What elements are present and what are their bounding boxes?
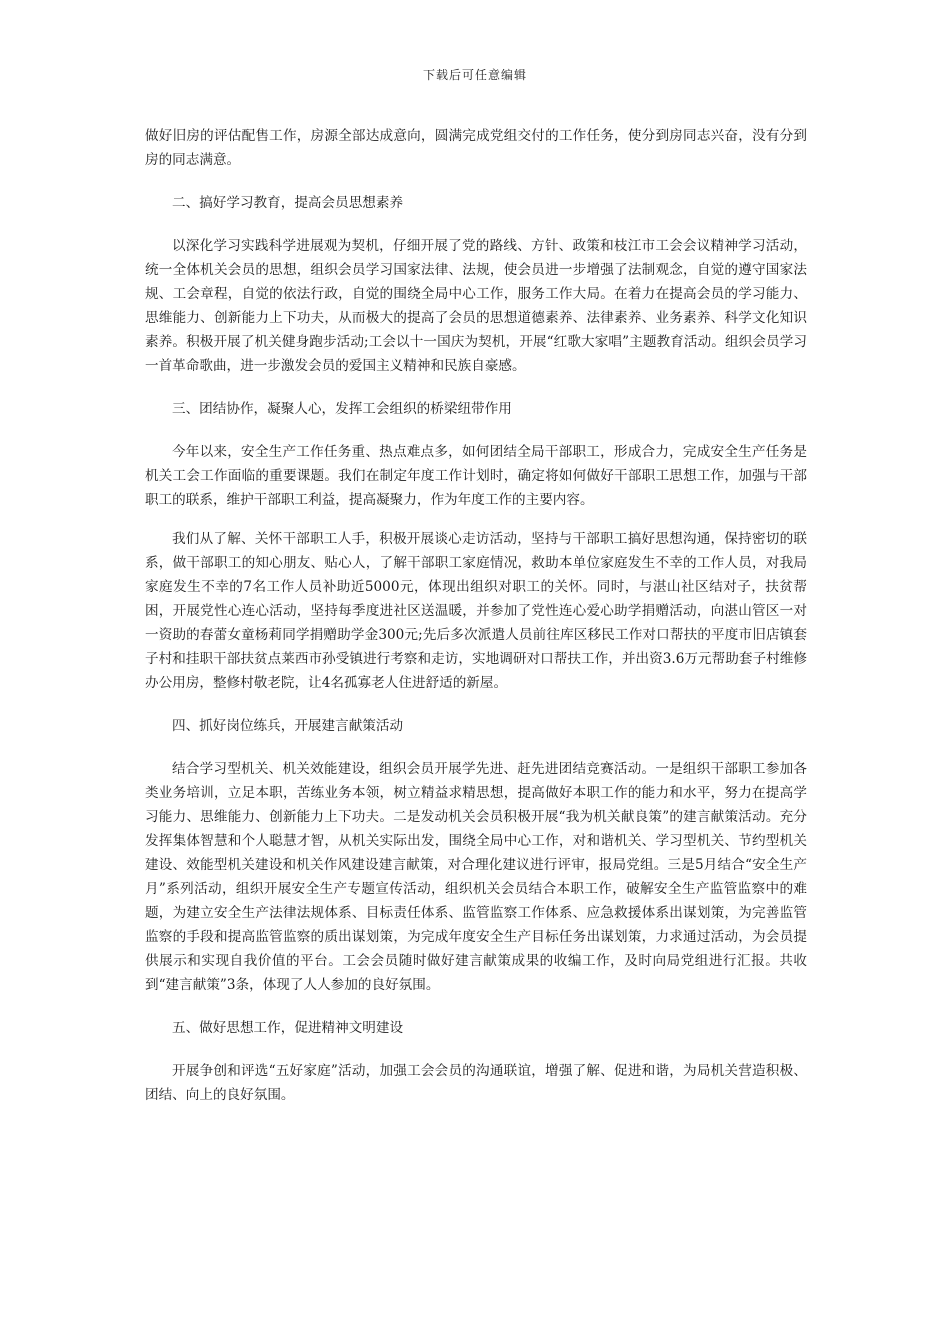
paragraph: 做好旧房的评估配售工作，房源全部达成意向，圆满完成党组交付的工作任务，使分到房同志兴奋，没有分到房的同志满意。	[145, 128, 807, 168]
section-heading: 三、团结协作，凝聚人心，发挥工会组织的桥梁纽带作用	[172, 401, 512, 417]
paragraph: 以深化学习实践科学进展观为契机，仔细开展了党的路线、方针、政策和枝江市工会会议精神学习活动，统一全体机关会员的思想，组织会员学习国家法律、法规，使会员进一步增强了法制观念，自觉的遵守国家法规、工会章程，自觉的依法行政，自觉的围绕全局中心工作，服务工作大局。在着力在提高会员的学习能力、思维能力、创新能力上下功夫，从而极大的提高了会员的思想道德素养、法律素养、业务素养、科学文化知识素养。积极开展了机关健身跑步活动;工会以十一国庆为契机，开展“红歌大家唱”主题教育活动。组织会员学习一首革命歌曲，进一步激发会员的爱国主义精神和民族自豪感。	[145, 238, 807, 374]
section-heading: 五、做好思想工作，促进精神文明建设	[172, 1020, 404, 1036]
paragraph: 我们从了解、关怀干部职工人手，积极开展谈心走访活动，坚持与干部职工搞好思想沟通，保持密切的联系，做干部职工的知心朋友、贴心人，了解干部职工家庭情况，救助本单位家庭发生不幸的工作人员，对我局家庭发生不幸的7名工作人员补助近5000元，体现出组织对职工的关怀。同时，与湛山社区结对子，扶贫帮困，开展党性心连心活动，坚持每季度进社区送温暖，并参加了党性连心爱心助学捐赠活动，向湛山管区一对一资助的春蕾女童杨莉同学捐赠助学金300元;先后多次派遣人员前往库区移民工作对口帮扶的平度市旧店镇套子村和挂职干部扶贫点莱西市孙受镇进行考察和走访，实地调研对口帮扶工作，并出资3.6万元帮助套子村维修办公用房，整修村敬老院，让4名孤寡老人住进舒适的新屋。	[145, 531, 807, 691]
document-body	[145, 124, 807, 1107]
section-heading: 二、搞好学习教育，提高会员思想素养	[172, 195, 404, 211]
header-note: 下载后可任意编辑	[422, 68, 527, 82]
paragraph: 结合学习型机关、机关效能建设，组织会员开展学先进、赶先进团结竞赛活动。一是组织干部职工参加各类业务培训，立足本职，苦练业务本领，树立精益求精思想，提高做好本职工作的能力和水平，努力在提高学习能力、思维能力、创新能力上下功夫。二是发动机关会员积极开展“我为机关献良策”的建言献策活动。充分发挥集体智慧和个人聪慧才智，从机关实际出发，围绕全局中心工作，对和谐机关、学习型机关、节约型机关建设、效能型机关建设和机关作风建设建言献策，对合理化建议进行评审，报局党组。三是5月结合“安全生产月”系列活动，组织开展安全生产专题宣传活动，组织机关会员结合本职工作，破解安全生产监管监察中的难题，为建立安全生产法律法规体系、目标责任体系、监管监察工作体系、应急救援体系出谋划策，为完善监管监察的手段和提高监管监察的质出谋划策，为完成年度安全生产目标任务出谋划策，力求通过活动，为会员提供展示和实现自我价值的平台。工会会员随时做好建言献策成果的收编工作，及时向局党组进行汇报。共收到“建言献策”3条，体现了人人参加的良好氛围。	[145, 761, 807, 993]
paragraph: 今年以来，安全生产工作任务重、热点难点多，如何团结全局干部职工，形成合力，完成安全生产任务是机关工会工作面临的重要课题。我们在制定年度工作计划时，确定将如何做好干部职工思想工作，加强与干部职工的联系，维护干部职工利益，提高凝聚力，作为年度工作的主要内容。	[145, 444, 807, 508]
section-heading: 四、抓好岗位练兵，开展建言献策活动	[172, 718, 404, 734]
paragraph: 开展争创和评选“五好家庭”活动，加强工会会员的沟通联谊，增强了解、促进和谐，为局机关营造积极、团结、向上的良好氛围。	[145, 1063, 807, 1103]
